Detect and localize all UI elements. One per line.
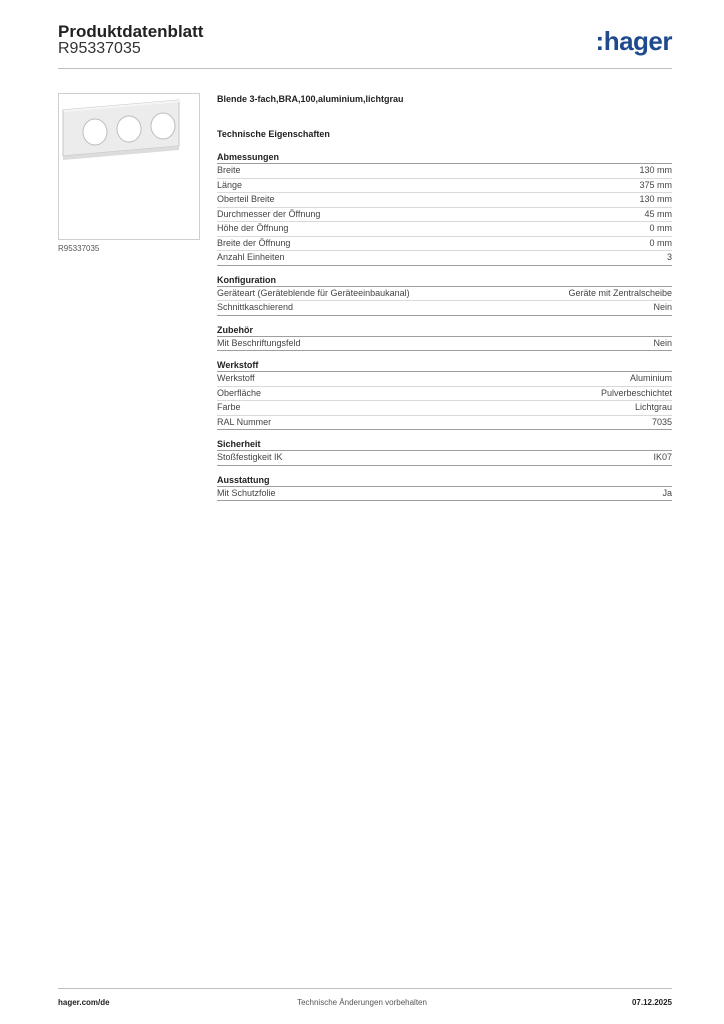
- footer-notice: Technische Änderungen vorbehalten: [297, 998, 427, 1007]
- spec-label: RAL Nummer: [217, 416, 272, 427]
- spec-section: [217, 359, 672, 430]
- logo-prefix: :: [595, 26, 604, 56]
- hager-logo: [596, 26, 672, 57]
- spec-value: IK07: [653, 452, 672, 462]
- spec-row: [217, 337, 672, 352]
- spec-row: [217, 208, 672, 223]
- spec-section: [217, 438, 672, 466]
- spec-row: [217, 416, 672, 431]
- spec-section: [217, 474, 672, 502]
- spec-value: 7035: [651, 416, 672, 427]
- spec-label: Breite der Öffnung: [217, 237, 291, 248]
- spec-value: 375 mm: [639, 179, 672, 190]
- spec-row: [217, 401, 672, 416]
- spec-row: [217, 164, 672, 179]
- footer-divider: [58, 988, 672, 989]
- spec-label: Länge: [217, 179, 243, 190]
- spec-section: [217, 151, 672, 266]
- header-divider: [58, 68, 672, 69]
- spec-value: Nein: [653, 302, 672, 312]
- spec-sections: [217, 151, 672, 501]
- spec-row: [217, 251, 672, 266]
- spec-label: Stoßfestigkeit IK: [217, 452, 283, 462]
- spec-label: Anzahl Einheiten: [217, 252, 285, 262]
- spec-label: Schnittkaschierend: [217, 302, 294, 312]
- product-description: Blende 3-fach,BRA,100,aluminium,lichtgrau: [217, 94, 404, 104]
- spec-value: 45 mm: [644, 208, 672, 219]
- spec-label: Mit Schutzfolie: [217, 487, 276, 498]
- section-heading: Sicherheit: [217, 438, 672, 451]
- spec-label: Werkstoff: [217, 373, 255, 383]
- spec-value: 130 mm: [639, 194, 672, 204]
- product-image: [58, 93, 200, 240]
- spec-value: 0 mm: [649, 237, 672, 248]
- spec-value: Pulverbeschichtet: [600, 387, 672, 398]
- spec-section: [217, 274, 672, 316]
- logo-word: hager: [603, 26, 672, 56]
- section-heading: Zubehör: [217, 324, 672, 337]
- spec-value: Aluminium: [629, 373, 672, 383]
- spec-label: Mit Beschriftungsfeld: [217, 337, 301, 348]
- section-heading: Werkstoff: [217, 359, 672, 372]
- spec-row: [217, 179, 672, 194]
- spec-row: [217, 387, 672, 402]
- spec-value: Ja: [662, 487, 672, 498]
- spec-row: [217, 451, 672, 466]
- image-caption: R95337035: [58, 244, 100, 253]
- spec-label: Höhe der Öffnung: [217, 223, 289, 233]
- spec-row: [217, 222, 672, 237]
- spec-value: 0 mm: [649, 223, 672, 233]
- footer-date: 07.12.2025: [631, 998, 672, 1007]
- section-heading: Abmessungen: [217, 151, 672, 164]
- spec-label: Breite: [217, 165, 241, 175]
- spec-row: [217, 193, 672, 208]
- spec-value: Lichtgrau: [634, 402, 672, 412]
- spec-label: Geräteart (Geräteblende für Geräteeinbaukanal): [217, 287, 410, 298]
- spec-value: Nein: [653, 337, 672, 348]
- product-code: R95337035: [58, 40, 141, 57]
- technical-properties-title: Technische Eigenschaften: [217, 129, 330, 139]
- section-heading: Ausstattung: [217, 474, 672, 487]
- spec-row: [217, 301, 672, 316]
- spec-value: 3: [666, 252, 672, 262]
- spec-row: [217, 287, 672, 302]
- cover-plate-illustration: [59, 94, 199, 239]
- spec-content: [217, 94, 672, 501]
- section-heading: Konfiguration: [217, 274, 672, 287]
- spec-label: Oberteil Breite: [217, 194, 275, 204]
- spec-row: [217, 372, 672, 387]
- spec-label: Oberfläche: [217, 387, 262, 398]
- document-title: Produktdatenblatt: [58, 22, 204, 41]
- spec-label: Farbe: [217, 402, 241, 412]
- spec-label: Durchmesser der Öffnung: [217, 208, 321, 219]
- spec-row: [217, 487, 672, 502]
- spec-value: Geräte mit Zentralscheibe: [568, 287, 672, 298]
- spec-section: [217, 324, 672, 352]
- footer-website: hager.com/de: [58, 998, 110, 1007]
- spec-row: [217, 237, 672, 252]
- spec-value: 130 mm: [639, 165, 672, 175]
